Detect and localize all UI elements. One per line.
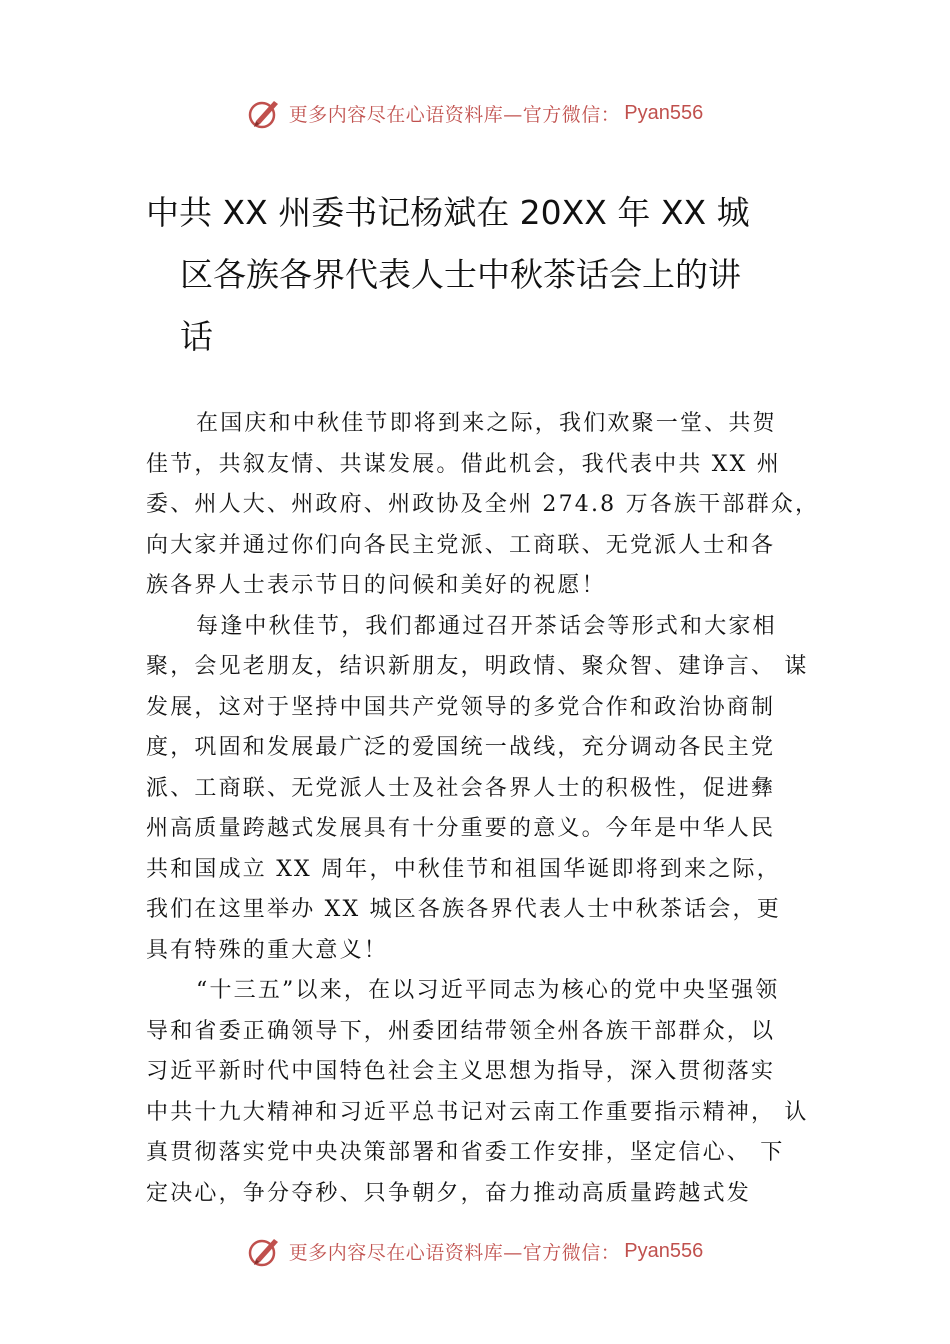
body-line: 委、州人大、州政府、州政协及全州 274.8 万各族干部群众， [146, 492, 820, 517]
body-line: 习近平新时代中国特色社会主义思想为指导，深入贯彻落实 [146, 1059, 776, 1084]
body-line: 每逢中秋佳节，我们都通过召开茶话会等形式和大家相 [196, 613, 777, 639]
document-body [146, 404, 826, 1214]
body-line: 聚，会见老朋友，结识新朋友，明政情、聚众智、建诤言、 谋 [146, 654, 809, 679]
header-watermark [0, 96, 950, 130]
watermark-text: 更多内容尽在心语资料库—官方微信： [288, 103, 621, 126]
body-line: 具有特殊的重大意义！ [146, 937, 389, 963]
body-line: 发展，这对于坚持中国共产党领导的多党合作和政治协商制 [146, 694, 776, 720]
pen-in-circle-icon [247, 1234, 281, 1268]
body-line: 派、工商联、无党派人士及社会各界人士的积极性，促进彝 [146, 775, 776, 801]
body-line: 族各界人士表示节日的问候和美好的祝愿！ [146, 573, 606, 598]
document-title [146, 182, 826, 368]
body-line: 共和国成立 XX 周年，中秋佳节和祖国华诞即将到来之际， [146, 856, 781, 882]
body-line: 中共十九大精神和习近平总书记对云南工作重要指示精神， 认 [146, 1099, 809, 1125]
body-line: 度，巩固和发展最广泛的爱国统一战线，充分调动各民主党 [146, 735, 776, 760]
body-line: 我们在这里举办 XX 城区各族各界代表人士中秋茶话会，更 [146, 897, 781, 922]
body-line: 导和省委正确领导下，州委团结带领全州各族干部群众，以 [146, 1018, 776, 1044]
body-line: 在国庆和中秋佳节即将到来之际，我们欢聚一堂、共贺 [196, 411, 777, 436]
footer-watermark [0, 1234, 950, 1268]
title-line: 话 [180, 317, 213, 356]
body-line: “十三五”以来，在以习近平同志为核心的党中央坚强领 [196, 978, 780, 1003]
body-line: 州高质量跨越式发展具有十分重要的意义。今年是中华人民 [146, 816, 776, 841]
body-line: 向大家并通过你们向各民主党派、工商联、无党派人士和各 [146, 532, 776, 558]
pen-in-circle-icon [247, 96, 281, 130]
watermark-text: 更多内容尽在心语资料库—官方微信： [288, 1241, 621, 1264]
body-line: 定决心，争分夺秒、只争朝夕，奋力推动高质量跨越式发 [146, 1180, 752, 1206]
title-line: 中共 XX 州委书记杨斌在 20XX 年 XX 城 [146, 193, 750, 232]
watermark-wechat-id: Pyan556 [624, 101, 704, 124]
body-line: 佳节，共叙友情、共谋发展。借此机会，我代表中共 XX 州 [146, 451, 781, 477]
watermark-wechat-id: Pyan556 [624, 1239, 704, 1262]
body-line: 真贯彻落实党中央决策部署和省委工作安排，坚定信心、 下 [146, 1140, 785, 1165]
title-line: 区各族各界代表人士中秋茶话会上的讲 [180, 255, 741, 294]
